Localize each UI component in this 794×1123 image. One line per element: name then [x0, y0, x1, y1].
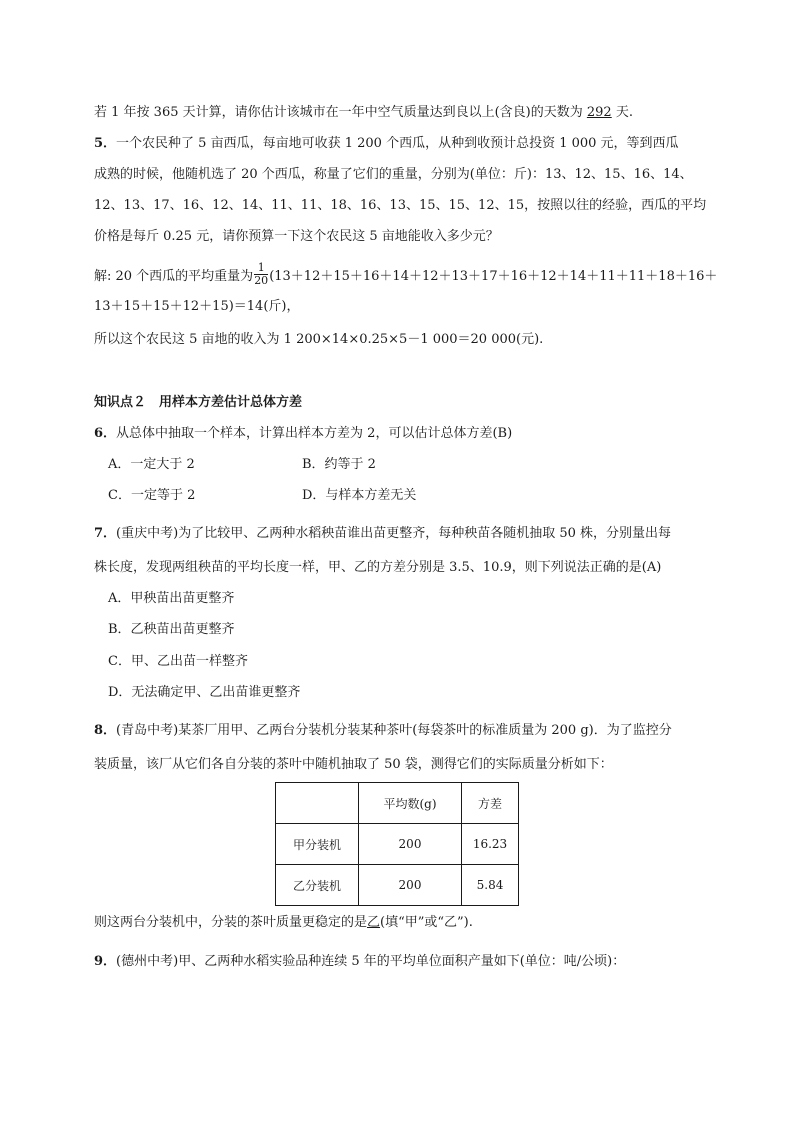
- question-8-line-1: [94, 722, 672, 740]
- q5-solution-line-2: 13＋15＋15＋12＋15)＝14(斤)，: [94, 299, 300, 314]
- question-4-tail: [94, 104, 633, 122]
- q6-option-b: B．约等于 2: [302, 457, 376, 472]
- fraction-numerator: 1: [254, 262, 268, 275]
- question-8-line-2: 装质量，该厂从它们各自分装的茶叶中随机抽取了 50 袋，测得它们的实际质量分析如下：: [94, 757, 613, 772]
- solution-intro: 解: 20 个西瓜的平均重量为: [94, 269, 254, 284]
- q4-text: 若 1 年按 365 天计算，请你估计该城市在一年中空气质量达到良以上(含良)的天数为: [94, 105, 587, 120]
- q8-number: 8．: [94, 723, 117, 738]
- q4-answer: 292: [586, 105, 612, 120]
- q7-option-b: B．乙秧苗出苗更整齐: [108, 622, 235, 637]
- q4-text-end: 天.: [611, 105, 633, 120]
- table-cell: 16.23: [462, 824, 519, 865]
- q8-answer: 乙: [367, 915, 381, 930]
- q5-number: 5．: [94, 136, 117, 151]
- table-cell: 甲分装机: [276, 824, 359, 865]
- q8-answer-line: [94, 914, 473, 932]
- question-7-line-2: 株长度，发现两组秧苗的平均长度一样，甲、乙的方差分别是 3.5、10.9，则下列说法正确的是(A): [94, 560, 662, 575]
- q8-answer-text: 则这两台分装机中，分装的茶叶质量更稳定的是: [94, 915, 368, 930]
- question-5-line-4: 价格是每斤 0.25 元，请你预算一下这个农民这 5 亩地能收入多少元？: [94, 229, 499, 244]
- table-row: [276, 865, 519, 906]
- q6-text: 从总体中抽取一个样本，计算出样本方差为 2，可以估计总体方差(B): [116, 426, 513, 441]
- q8-answer-hint: (填“甲”或“乙”).: [380, 915, 473, 930]
- table-cell: 5.84: [462, 865, 519, 906]
- section-heading: 知识点２ 用样本方差估计总体方差: [94, 395, 303, 410]
- question-9: [94, 953, 625, 971]
- table-row: [276, 824, 519, 865]
- q5-solution-line-1: [94, 261, 718, 289]
- question-7-line-1: [94, 525, 671, 543]
- q7-option-c: C．甲、乙出苗一样整齐: [108, 654, 248, 669]
- q6-option-d: D．与样本方差无关: [302, 488, 417, 503]
- q5-text-1: 一个农民种了 5 亩西瓜，每亩地可收获 1 200 个西瓜，从种到收预计总投资 1 000 元，等到西瓜: [116, 136, 679, 151]
- table-cell: 200: [359, 865, 462, 906]
- fraction: [254, 262, 268, 287]
- q9-text: (德州中考)甲、乙两种水稻实验品种连续 5 年的平均单位面积产量如下(单位：吨/公顷)：: [116, 954, 626, 969]
- q9-number: 9．: [94, 954, 117, 969]
- stats-table: [275, 782, 519, 906]
- question-5-line-3: 12、13、17、16、12、14、11、11、18、16、13、15、15、12、15，按照以往的经验，西瓜的平均: [94, 198, 707, 213]
- question-6: [94, 425, 512, 443]
- q6-option-a: A．一定大于 2: [108, 457, 195, 472]
- solution-sum: (13＋12＋15＋16＋14＋12＋13＋17＋16＋12＋14＋11＋11＋18＋16＋: [269, 269, 718, 284]
- table-cell: 乙分装机: [276, 865, 359, 906]
- table-header-cell: 方差: [462, 783, 519, 824]
- q8-text-1: (青岛中考)某茶厂用甲、乙两台分装机分装某种茶叶(每袋茶叶的标准质量为 200 g)．为了监控分: [116, 723, 672, 738]
- table-header-row: [276, 783, 519, 824]
- table-header-cell: 平均数(g): [359, 783, 462, 824]
- question-5-line-2: 成熟的时候，他随机选了 20 个西瓜，称量了它们的重量，分别为(单位：斤)：13、12、15、16、14、: [94, 167, 693, 182]
- fraction-denominator: 20: [254, 274, 269, 287]
- question-5-line-1: [94, 135, 679, 153]
- q5-solution-line-3: 所以这个农民这 5 亩地的收入为 1 200×14×0.25×5－1 000＝20 000(元).: [94, 332, 544, 347]
- table-header-cell: [276, 783, 359, 824]
- q6-option-c: C．一定等于 2: [108, 488, 196, 503]
- q7-option-a: A．甲秧苗出苗更整齐: [108, 591, 235, 606]
- table-cell: 200: [359, 824, 462, 865]
- q7-number: 7．: [94, 526, 117, 541]
- q6-number: 6．: [94, 426, 117, 441]
- q7-option-d: D．无法确定甲、乙出苗谁更整齐: [108, 685, 301, 700]
- q7-text-1: (重庆中考)为了比较甲、乙两种水稻秧苗谁出苗更整齐，每种秧苗各随机抽取 50 株，分别量出每: [116, 526, 671, 541]
